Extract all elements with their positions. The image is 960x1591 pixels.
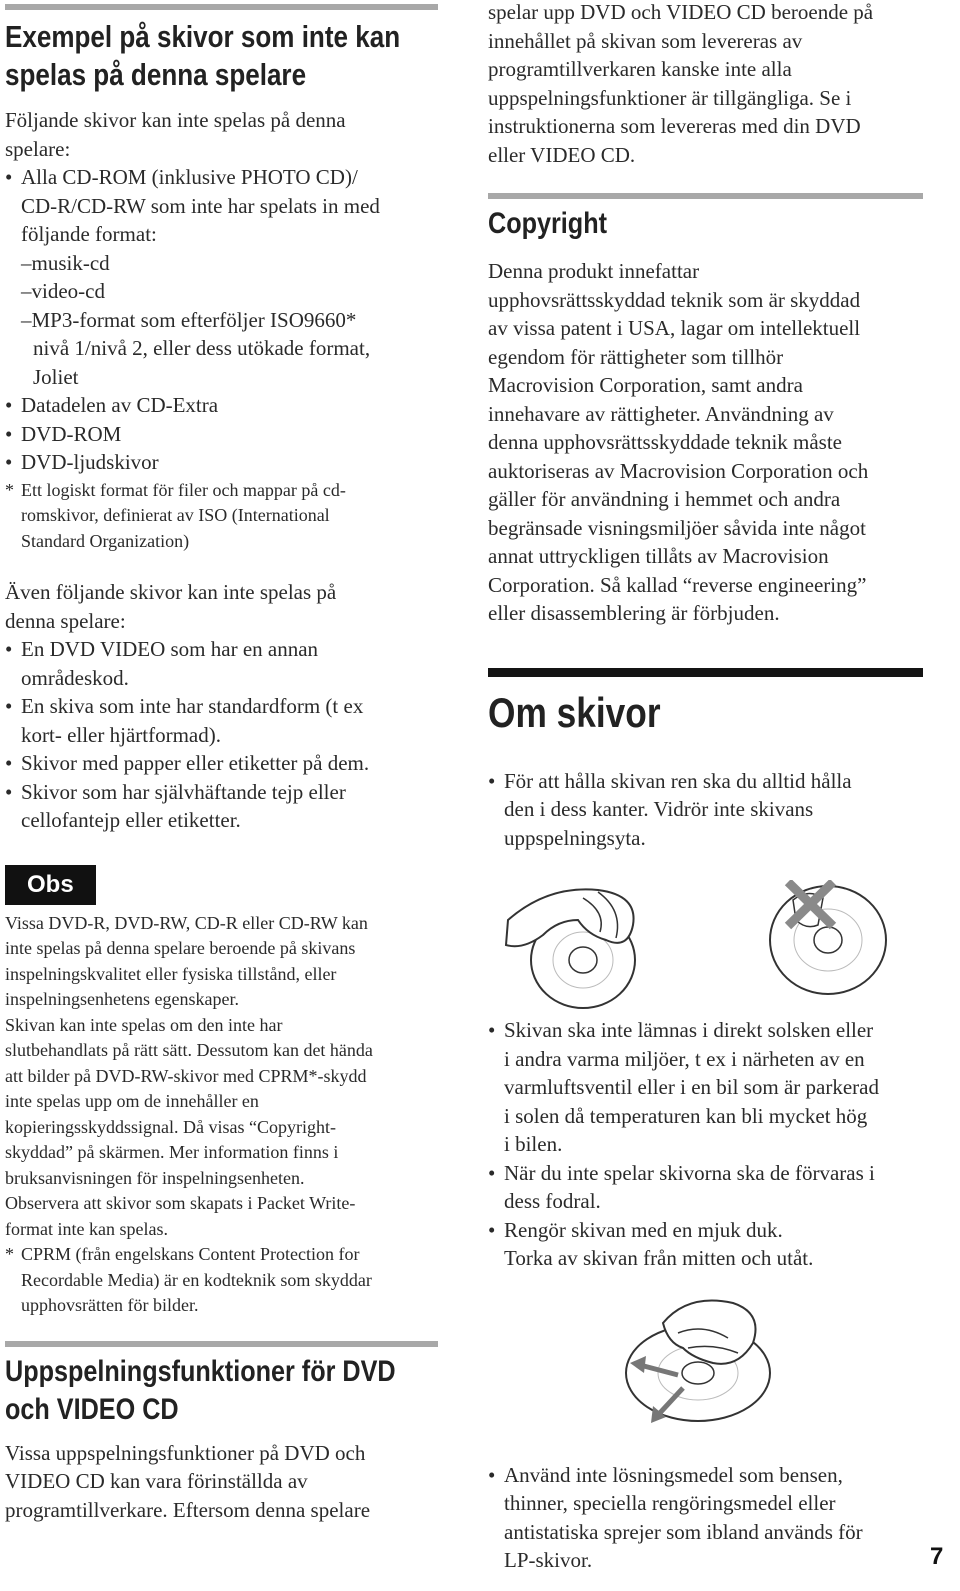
body-line: innehavare av rättigheter. Användning av [488,401,834,426]
heading-line: och VIDEO CD [5,1392,179,1426]
section-rule [488,193,923,199]
playback-text-continued [488,0,928,169]
footnote-line: Standard Organization) [21,530,190,551]
body-line: av vissa patent i USA, lagar om intellektuell [488,316,861,340]
body-line: uppspelningsfunktioner är tillgängliga. Se i [488,85,852,110]
item-line: • Alla CD-ROM (inklusive PHOTO CD)/ [21,165,358,189]
obs-label: Obs [5,865,96,905]
list-item [488,1461,928,1575]
body-line: Macrovision Corporation, samt andra [488,373,803,397]
item-line: • Rengör skivan med en mjuk duk. [504,1217,783,1242]
obs-line: bruksanvisningen för inspelningsenheten. [5,1167,305,1188]
intro-line: Följande skivor kan inte spelas på denna [5,108,346,132]
item-line: den i dess kanter. Vidrör inte skivans [504,797,814,821]
touching-disc-prohibited-icon [770,882,886,994]
footnote-line: * CPRM (från engelskans Content Protection for [21,1244,360,1264]
list-item [488,767,928,853]
body-line: programtillverkaren kanske inte alla [488,57,792,81]
item-line: uppspelningsyta. [504,825,646,850]
list-item: • Datadelen av CD-Extra [5,391,440,420]
body-line: eller disassemblering är förbjuden. [488,601,780,625]
body-line: gäller för användning i hemmet och andra [488,487,841,511]
item-line: • En skiva som inte har standardform (t ex [21,694,364,718]
dash-item: –video-cd [21,279,105,303]
also-intro-line: Även följande skivor kan inte spelas på [5,580,337,604]
obs-line: inte spelas upp om de innehåller en [5,1091,259,1111]
item-line: i solen då temperaturen kan bli mycket hög [504,1103,868,1128]
body-line: upphovsrättsskyddad teknik som är skyddad [488,287,861,312]
disc-care-list [488,767,928,853]
item-line: LP-skivor. [504,1548,593,1572]
dash-list [21,249,440,392]
item-line: • Använd inte lösningsmedel som bensen, [504,1462,843,1487]
hand-holding-disc-icon [506,889,635,1008]
item-line: kort- eller hjärtformad). [21,722,221,747]
body-line: auktoriseras av Macrovision Corporation och [488,458,869,483]
body-line: begränsade visningsmiljöer såvida inte något [488,515,866,540]
body-line: egendom för rättigheter som tillhör [488,344,784,369]
footnote-cprm [5,1242,440,1319]
heading-line: Exempel på skivor som inte kan [5,19,401,54]
footnote-line: romskivor, definierat av ISO (International [21,505,330,525]
body-line: Vissa uppspelningsfunktioner på DVD och [5,1440,366,1465]
playback-text [5,1439,440,1525]
item-line: varmluftsventil eller i en bil som är parkerad [504,1075,879,1099]
item-line: i andra varma miljöer, t ex i närheten av en [504,1046,865,1071]
body-line: programtillverkare. Eftersom denna spelare [5,1497,371,1522]
footnote-line: * Ett logiskt format för filer och mappar på cd- [21,479,346,500]
list-item [5,749,440,778]
intro-line: spelare: [5,136,71,161]
list-item [488,1016,928,1159]
obs-box [5,865,440,905]
left-column [5,0,440,1524]
obs-line: format inte kan spelas. [5,1218,168,1239]
obs-line: Skivan kan inte spelas om den inte har [5,1014,283,1035]
item-line: områdeskod. [21,665,129,690]
obs-line: inspelningsenhetens egenskaper. [5,989,239,1009]
heading-line: Uppspelningsfunktioner för DVD [5,1354,396,1388]
obs-text [5,911,440,1319]
disc-care-list-2 [488,1016,928,1273]
heading-playback-functions [5,1353,440,1429]
dash-item: –MP3-format som efterföljer ISO9660* [21,307,357,332]
disc-handling-illustration [488,880,928,1020]
item-line: Torka av skivan från mitten och utåt. [504,1246,814,1270]
dash-item-cont: nivå 1/nivå 2, eller dess utökade format, [33,336,371,360]
disc-handling-svg [488,880,928,1020]
body-line: Corporation. Så kallad “reverse engineering” [488,572,867,597]
list-item: • DVD-ROM [5,420,440,449]
item-line: antistatiska sprejer som ibland används för [504,1519,863,1544]
list-item [5,778,440,835]
dash-item-cont: Joliet [33,364,79,389]
heading-unplayable-discs [5,18,440,94]
item-line: följande format: [21,222,157,246]
page-number: 7 [930,1543,944,1570]
item-line: • När du inte spelar skivorna ska de förvaras i [504,1160,875,1185]
item-line: i bilen. [504,1132,563,1156]
right-column [488,0,928,1575]
item-line: • Skivan ska inte lämnas i direkt solsken eller [504,1018,874,1042]
footnote-iso [5,478,440,555]
also-unplayable [5,578,440,835]
list-item [5,635,440,692]
heading-copyright: Copyright [488,207,607,240]
list-item [5,692,440,749]
item-line: thinner, speciella rengöringsmedel eller [504,1491,836,1515]
section-rule [5,1341,438,1347]
list-item: • DVD-ljudskivor [5,448,440,477]
body-line: instruktionerna som levereras med din DVD [488,114,861,138]
body-line: annat uttryckligen tillåts av Macrovision [488,544,829,568]
item-line: cellofantejp eller etiketter. [21,808,241,832]
heading-line: spelas på denna spelare [5,57,307,92]
body-line: spelar upp DVD och VIDEO CD beroende på [488,0,874,24]
body-line: Denna produkt innefattar [488,259,700,283]
footnote-line: Recordable Media) är en kodteknik som skyddar [21,1269,372,1290]
item-line: • Skivor med papper eller etiketter på dem. [21,751,370,775]
also-intro-line: denna spelare: [5,608,126,633]
body-line: VIDEO CD kan vara förinställda av [5,1469,308,1493]
obs-line: Vissa DVD-R, DVD-RW, CD-R eller CD-RW kan [5,912,368,933]
item-line: • För att hålla skivan ren ska du alltid hålla [504,768,852,793]
obs-line: Observera att skivor som skapats i Packet Write- [5,1193,356,1213]
copyright-text [488,257,928,628]
disc-cleaning-svg [488,1293,928,1443]
item-line: CD-R/CD-RW som inte har spelats in med [21,193,380,218]
section-rule-black [488,668,923,677]
disc-care-list-3 [488,1461,928,1575]
obs-line: inte spelas på denna spelare beroende på skivans [5,938,356,958]
item-line: • Skivor som har självhäftande tejp eller [21,779,346,804]
obs-line: inspelningskvalitet eller fysiska tillstånd, eller [5,963,337,984]
obs-line: slutbehandlats på rätt sätt. Dessutom kan det hända [5,1040,373,1060]
item-line: dess fodral. [504,1189,601,1213]
list-item [5,163,440,391]
list-item [488,1216,928,1273]
body-line: denna upphovsrättsskyddade teknik måste [488,430,843,454]
cleaning-disc-icon [626,1300,770,1421]
item-line: • En DVD VIDEO som har en annan [21,637,319,661]
dash-item: –musik-cd [21,250,110,275]
footnote-line: upphovsrätten för bilder. [21,1295,199,1315]
list-item [488,1159,928,1216]
obs-line: kopieringsskyddssignal. Då visas “Copyright- [5,1116,336,1137]
section-rule [5,4,438,10]
unplayable-list [5,106,440,477]
obs-line: att bilder på DVD-RW-skivor med CPRM*-skydd [5,1065,367,1086]
heading-about-discs: Om skivor [488,688,661,736]
obs-line: skyddad” på skärmen. Mer information finns i [5,1142,339,1162]
body-line: innehållet på skivan som levereras av [488,28,803,53]
disc-cleaning-illustration [488,1293,928,1443]
body-line: eller VIDEO CD. [488,142,636,167]
